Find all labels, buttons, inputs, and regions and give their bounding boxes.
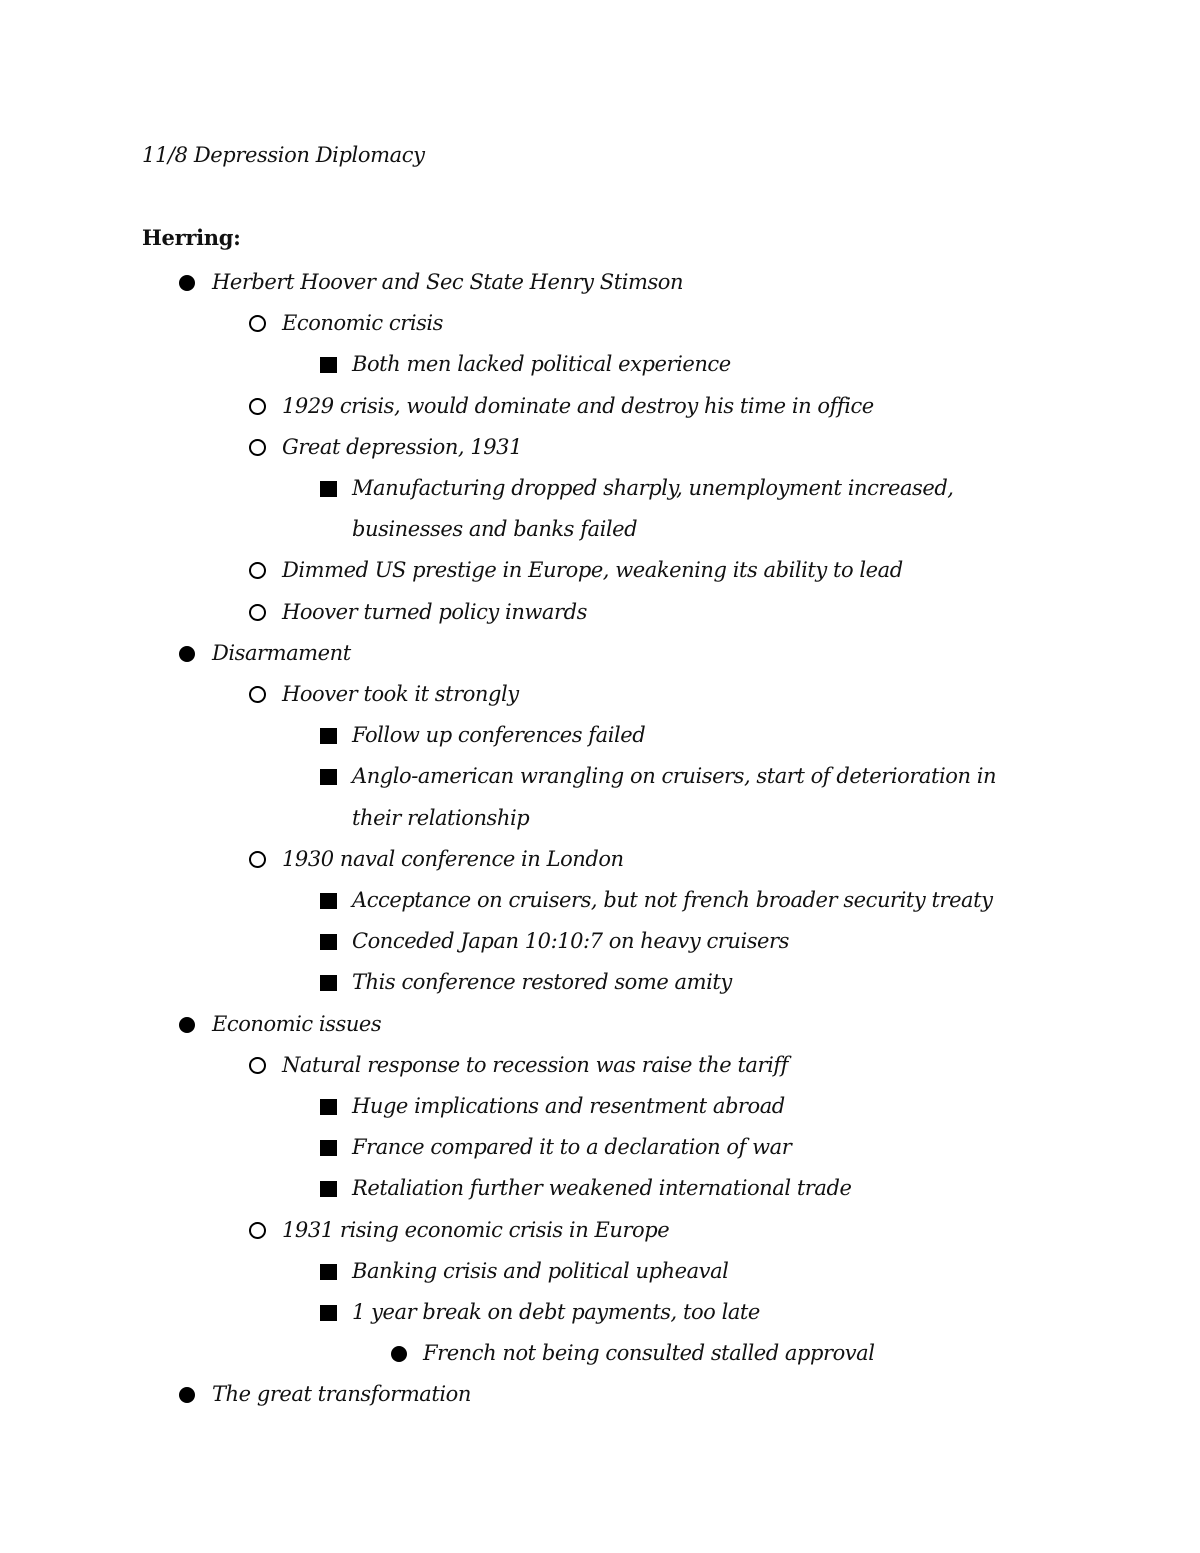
outline-item-text: 1931 rising economic crisis in Europe <box>282 1217 670 1242</box>
outline-item-text: Dimmed US prestige in Europe, weakening its ability to lead <box>282 558 903 583</box>
outline-item-text: Manufacturing dropped sharply, unemployment increased, businesses and banks failed <box>352 476 954 542</box>
outline-item-text: Herbert Hoover and Sec State Henry Stimson <box>212 270 684 294</box>
outline-item-text: Hoover took it strongly <box>282 682 519 707</box>
outline-item-level-2 <box>0 921 1200 962</box>
outline-item-level-2 <box>0 756 1200 838</box>
outline-item-level-1 <box>0 550 1200 591</box>
outline-item-text: This conference restored some amity <box>352 970 732 995</box>
outline-item-level-1 <box>0 303 1200 344</box>
square-icon <box>320 357 337 373</box>
outline-item-level-1 <box>0 1045 1200 1086</box>
outline-item-level-0 <box>0 262 1200 303</box>
outline-item-text: Conceded Japan 10:10:7 on heavy cruisers <box>352 929 789 954</box>
square-icon <box>320 934 337 950</box>
square-icon <box>320 1099 337 1115</box>
outline-item-text: Anglo-american wrangling on cruisers, start of deterioration in their relationship <box>352 764 997 830</box>
outline-item-text: Acceptance on cruisers, but not french broader security treaty <box>352 888 993 913</box>
outline-item-text: Banking crisis and political upheaval <box>352 1258 729 1283</box>
disc-icon <box>179 646 195 662</box>
square-icon <box>320 728 337 744</box>
outline-item-text: Huge implications and resentment abroad <box>352 1094 785 1119</box>
outline-item-text: Great depression, 1931 <box>282 434 522 459</box>
circle-icon <box>249 439 266 456</box>
outline-item-level-1 <box>0 1210 1200 1251</box>
square-icon <box>320 1264 337 1280</box>
outline-item-level-1 <box>0 386 1200 427</box>
outline-item-level-1 <box>0 839 1200 880</box>
circle-icon <box>249 398 266 415</box>
outline-item-level-2 <box>0 1292 1200 1333</box>
outline-item-level-2 <box>0 1251 1200 1292</box>
square-icon <box>320 975 337 991</box>
square-icon <box>320 1181 337 1197</box>
outline-item-level-1 <box>0 592 1200 633</box>
outline-item-level-2 <box>0 1086 1200 1127</box>
outline-item-level-2 <box>0 1168 1200 1209</box>
disc-icon <box>179 1387 195 1403</box>
outline-item-text: Hoover turned policy inwards <box>282 599 587 624</box>
outline-item-level-0 <box>0 633 1200 674</box>
outline-item-level-2 <box>0 468 1200 550</box>
outline-item-text: Economic issues <box>212 1011 382 1036</box>
outline-item-text: Disarmament <box>212 640 351 665</box>
disc-icon <box>391 1346 407 1362</box>
outline-item-level-0 <box>0 1004 1200 1045</box>
circle-icon <box>249 604 266 621</box>
outline-item-level-2 <box>0 715 1200 756</box>
document-title: 11/8 Depression Diplomacy <box>142 143 425 167</box>
circle-icon <box>249 1057 266 1074</box>
circle-icon <box>249 851 266 868</box>
disc-icon <box>179 275 195 291</box>
outline-item-text: Natural response to recession was raise the tariff <box>282 1052 788 1077</box>
circle-icon <box>249 686 266 703</box>
outline-item-text: 1929 crisis, would dominate and destroy his time in office <box>282 393 874 418</box>
outline-item-text: The great transformation <box>212 1382 471 1407</box>
square-icon <box>320 1305 337 1321</box>
outline-item-text: Economic crisis <box>282 311 444 336</box>
outline-item-text: France compared it to a declaration of war <box>352 1135 792 1160</box>
outline-item-text: Follow up conferences failed <box>352 723 646 748</box>
outline-item-level-2 <box>0 344 1200 385</box>
outline-item-text: Retaliation further weakened international trade <box>352 1176 852 1201</box>
square-icon <box>320 481 337 497</box>
square-icon <box>320 1140 337 1156</box>
outline-item-level-2 <box>0 962 1200 1003</box>
square-icon <box>320 769 337 785</box>
bullet-outline <box>0 262 1200 1416</box>
outline-item-level-3 <box>0 1333 1200 1374</box>
outline-item-level-2 <box>0 880 1200 921</box>
outline-item-text: Both men lacked political experience <box>352 352 731 377</box>
outline-item-text: 1930 naval conference in London <box>282 846 624 871</box>
disc-icon <box>179 1017 195 1033</box>
outline-item-level-1 <box>0 674 1200 715</box>
section-heading: Herring: <box>142 225 241 250</box>
outline-item-text: 1 year break on debt payments, too late <box>352 1300 760 1325</box>
circle-icon <box>249 562 266 579</box>
circle-icon <box>249 1222 266 1239</box>
outline-item-level-0 <box>0 1374 1200 1415</box>
circle-icon <box>249 315 266 332</box>
square-icon <box>320 893 337 909</box>
outline-item-level-2 <box>0 1127 1200 1168</box>
outline-item-level-1 <box>0 427 1200 468</box>
outline-item-text: French not being consulted stalled approval <box>423 1341 875 1366</box>
